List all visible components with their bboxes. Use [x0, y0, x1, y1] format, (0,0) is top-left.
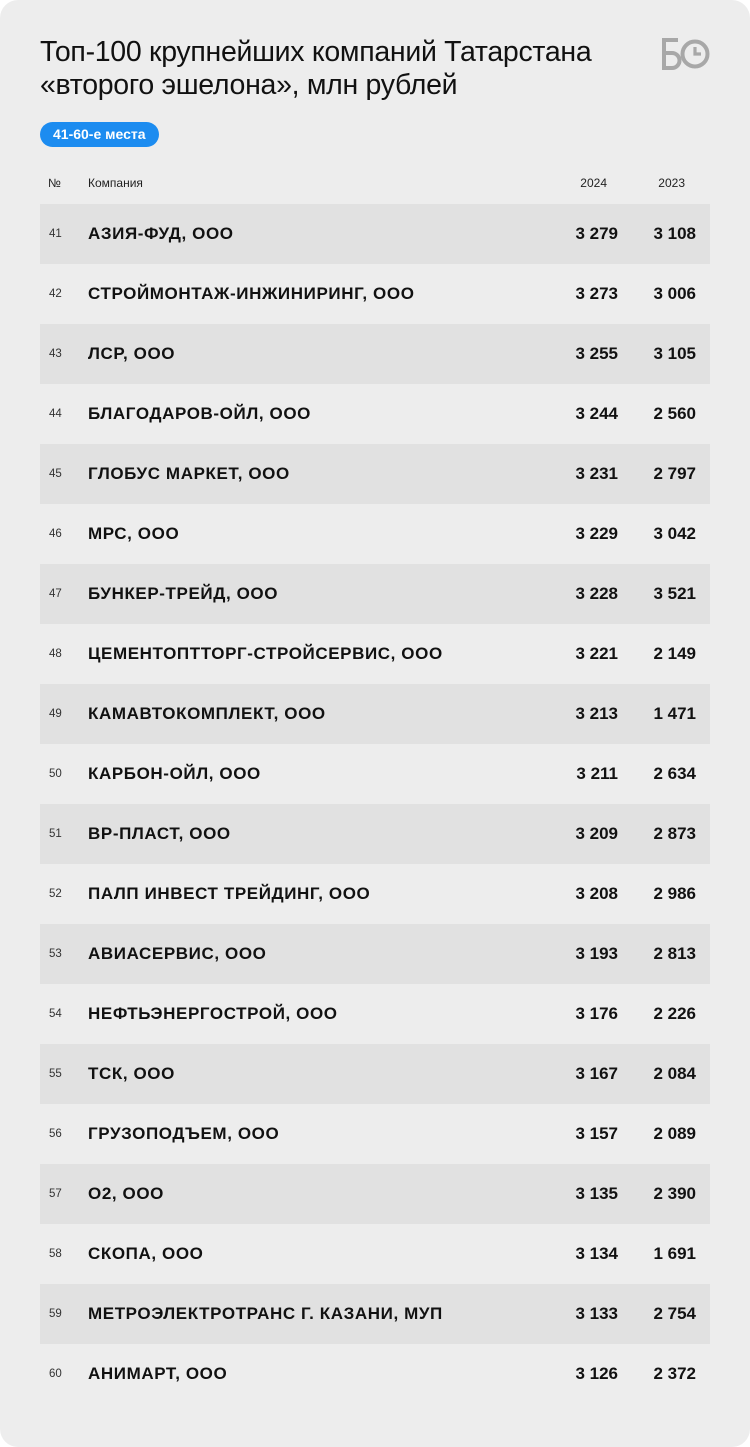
company-name: МРС, ООО: [88, 524, 180, 543]
table-row: [40, 1284, 710, 1344]
row-number: 53: [49, 948, 62, 960]
row-number: 47: [49, 588, 62, 600]
company-name: АЗИЯ-ФУД, ООО: [88, 224, 234, 243]
company-name: КАРБОН-ОЙЛ, ООО: [88, 764, 261, 783]
table-row: [40, 744, 710, 804]
table-row: [40, 804, 710, 864]
value-2024: 3 126: [575, 1364, 618, 1383]
table-row: [40, 564, 710, 624]
value-2023: 3 108: [653, 224, 696, 243]
value-2024: 3 134: [575, 1244, 618, 1263]
row-number: 44: [49, 408, 62, 420]
row-number: 57: [49, 1188, 62, 1200]
value-2023: 2 873: [653, 824, 696, 843]
row-number: 42: [49, 288, 62, 300]
company-name: БУНКЕР-ТРЕЙД, ООО: [88, 584, 279, 603]
company-name: ВР-ПЛАСТ, ООО: [88, 824, 231, 843]
value-2024: 3 157: [575, 1124, 618, 1143]
table-header: [40, 176, 710, 194]
table-row: [40, 924, 710, 984]
company-name: БЛАГОДАРОВ-ОЙЛ, ООО: [88, 404, 311, 423]
value-2024: 3 211: [576, 764, 618, 783]
value-2023: 2 149: [653, 644, 696, 663]
table-row: [40, 444, 710, 504]
company-name: ГРУЗОПОДЪЕМ, ООО: [88, 1124, 280, 1143]
value-2023: 3 105: [653, 344, 696, 363]
value-2024: 3 167: [575, 1064, 618, 1083]
table-body: [40, 204, 710, 1404]
table-row: [40, 1044, 710, 1104]
row-number: 49: [49, 708, 62, 720]
page-title: Топ-100 крупнейших компаний Татарстана «второго эшелона», млн рублей: [40, 36, 592, 101]
row-number: 60: [49, 1368, 62, 1380]
company-name: ПАЛП ИНВЕСТ ТРЕЙДИНГ, ООО: [88, 884, 371, 903]
row-number: 54: [49, 1008, 62, 1020]
company-name: НЕФТЬЭНЕРГОСТРОЙ, ООО: [88, 1004, 338, 1023]
value-2023: 2 226: [653, 1004, 696, 1023]
value-2023: 2 986: [653, 884, 696, 903]
value-2023: 2 634: [653, 764, 696, 783]
row-number: 52: [49, 888, 62, 900]
value-2024: 3 221: [575, 644, 618, 663]
value-2024: 3 229: [575, 524, 618, 543]
value-2024: 3 244: [575, 404, 618, 423]
value-2023: 2 372: [653, 1364, 696, 1383]
value-2023: 3 521: [653, 584, 696, 603]
value-2024: 3 209: [575, 824, 618, 843]
value-2024: 3 273: [575, 284, 618, 303]
value-2024: 3 135: [575, 1184, 618, 1203]
table-row: [40, 1164, 710, 1224]
value-2024: 3 255: [575, 344, 618, 363]
value-2023: 2 560: [653, 404, 696, 423]
row-number: 43: [49, 348, 62, 360]
table-row: [40, 684, 710, 744]
row-number: 48: [49, 648, 62, 660]
row-number: 50: [49, 768, 62, 780]
table-row: [40, 204, 710, 264]
row-number: 41: [49, 228, 62, 240]
row-number: 55: [49, 1068, 62, 1080]
company-name: СТРОЙМОНТАЖ-ИНЖИНИРИНГ, ООО: [88, 284, 415, 303]
value-2024: 3 228: [575, 584, 618, 603]
table-row: [40, 324, 710, 384]
value-2024: 3 213: [575, 704, 618, 723]
company-name: О2, ООО: [88, 1184, 164, 1203]
company-name: ЛСР, ООО: [88, 344, 176, 363]
table-row: [40, 384, 710, 444]
value-2023: 2 089: [653, 1124, 696, 1143]
table-row: [40, 624, 710, 684]
value-2024: 3 279: [575, 224, 618, 243]
row-number: 45: [49, 468, 62, 480]
company-name: МЕТРОЭЛЕКТРОТРАНС Г. КАЗАНИ, МУП: [88, 1304, 443, 1323]
company-name: ГЛОБУС МАРКЕТ, ООО: [88, 464, 290, 483]
company-name: АНИМАРТ, ООО: [88, 1364, 228, 1383]
value-2023: 3 042: [653, 524, 696, 543]
value-2023: 3 006: [653, 284, 696, 303]
table-row: [40, 504, 710, 564]
table-row: [40, 264, 710, 324]
header-2024: 2024: [580, 176, 607, 190]
value-2023: 2 084: [653, 1064, 696, 1083]
company-name: АВИАСЕРВИС, ООО: [88, 944, 267, 963]
header-company: Компания: [88, 176, 143, 190]
row-number: 51: [49, 828, 62, 840]
row-number: 59: [49, 1308, 62, 1320]
value-2023: 2 390: [653, 1184, 696, 1203]
bo-logo: [661, 38, 711, 70]
value-2023: 2 754: [653, 1304, 696, 1323]
row-number: 56: [49, 1128, 62, 1140]
table-row: [40, 1344, 710, 1404]
value-2024: 3 133: [575, 1304, 618, 1323]
company-name: ТСК, ООО: [88, 1064, 175, 1083]
value-2023: 2 813: [653, 944, 696, 963]
company-name: СКОПА, ООО: [88, 1244, 204, 1263]
value-2023: 2 797: [653, 464, 696, 483]
value-2023: 1 471: [653, 704, 696, 723]
value-2024: 3 208: [575, 884, 618, 903]
header-2023: 2023: [658, 176, 685, 190]
value-2024: 3 231: [575, 464, 618, 483]
table-row: [40, 984, 710, 1044]
value-2023: 1 691: [653, 1244, 696, 1263]
table-row: [40, 1104, 710, 1164]
company-name: КАМАВТОКОМПЛЕКТ, ООО: [88, 704, 326, 723]
company-name: ЦЕМЕНТОПТТОРГ-СТРОЙСЕРВИС, ООО: [88, 644, 443, 663]
row-number: 46: [49, 528, 62, 540]
table-row: [40, 864, 710, 924]
value-2024: 3 193: [575, 944, 618, 963]
value-2024: 3 176: [575, 1004, 618, 1023]
range-badge: 41-60-е места: [40, 122, 159, 147]
table-row: [40, 1224, 710, 1284]
header-num: №: [48, 176, 61, 190]
row-number: 58: [49, 1248, 62, 1260]
